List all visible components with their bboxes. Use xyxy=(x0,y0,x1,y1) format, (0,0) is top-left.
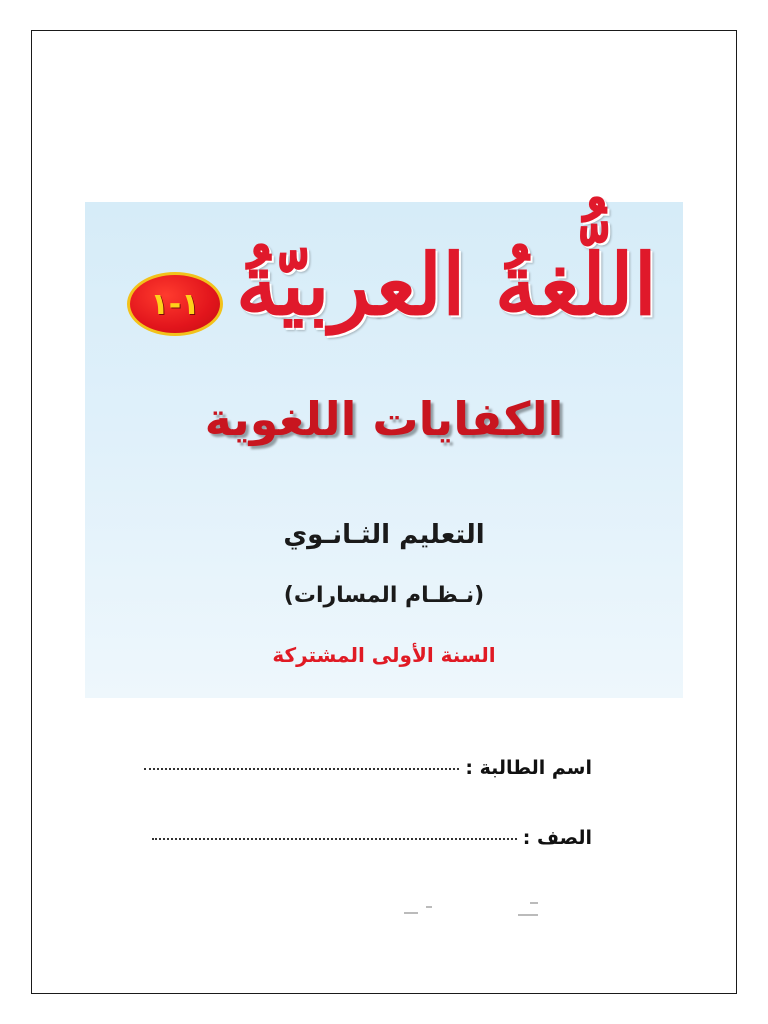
book-title: اللُّغةُ العربيّةُ xyxy=(235,235,657,334)
school-year: السنة الأولى المشتركة xyxy=(272,643,496,667)
class-label: الصف : xyxy=(522,827,592,849)
education-level: التعليم الثـانـوي xyxy=(283,520,485,550)
scan-specks xyxy=(400,900,560,930)
student-name-blank[interactable] xyxy=(144,768,459,770)
volume-badge: ١-١ xyxy=(127,272,223,336)
book-subtitle: الكفايات اللغوية xyxy=(204,392,564,446)
book-cover xyxy=(85,202,683,698)
student-name-field[interactable] xyxy=(144,757,592,779)
student-name-label: اسم الطالبة : xyxy=(465,757,592,779)
class-blank[interactable] xyxy=(152,838,517,840)
class-field[interactable] xyxy=(152,827,592,849)
education-system: (نـظـام المسارات) xyxy=(283,583,485,608)
